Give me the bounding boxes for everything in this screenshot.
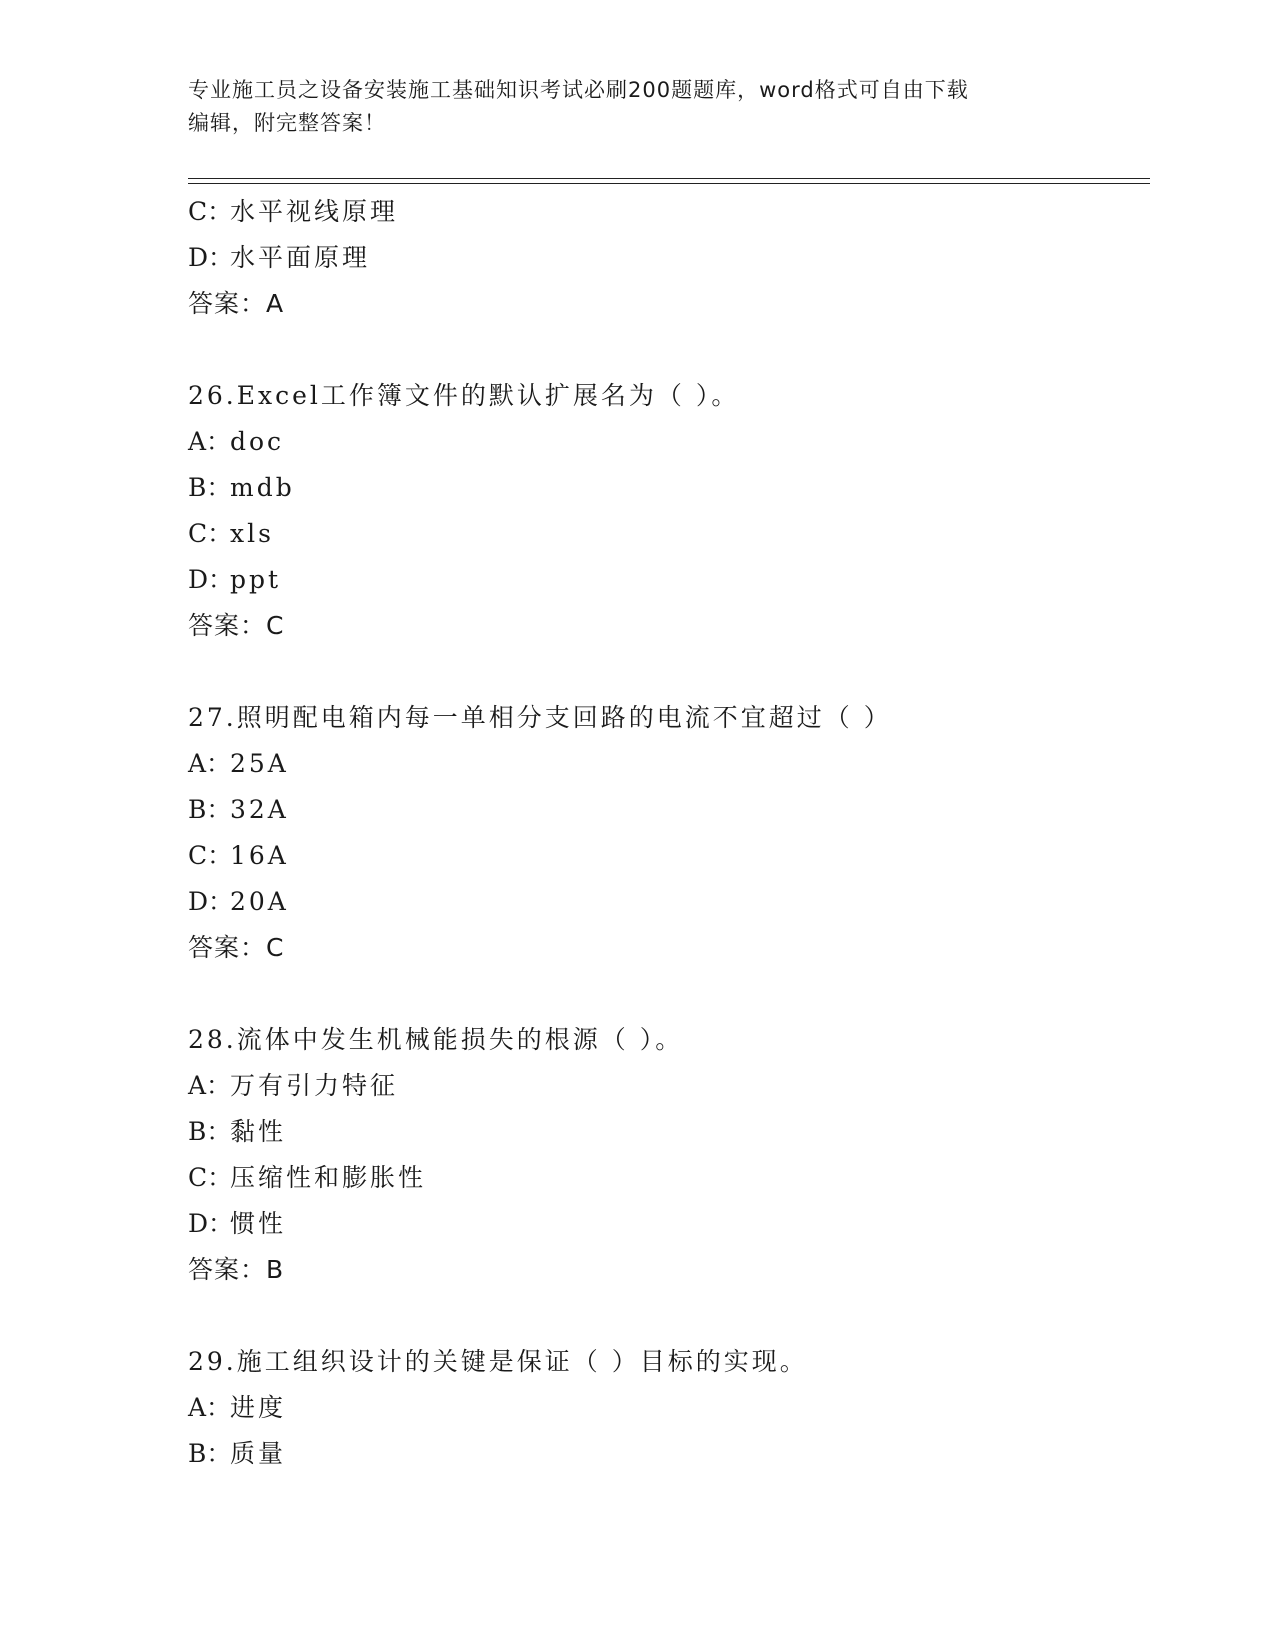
answer: 答案：C: [188, 933, 285, 962]
option-a: A：25A: [188, 749, 289, 778]
option-b: B：32A: [188, 795, 289, 824]
question-list: [188, 189, 1148, 1477]
question-28: [188, 1017, 1148, 1293]
option-d: D：水平面原理: [188, 243, 371, 272]
question-stem: 27.照明配电箱内每一单相分支回路的电流不宜超过（ ）: [188, 703, 892, 732]
answer: 答案：B: [188, 1255, 285, 1284]
option-d: D：20A: [188, 887, 289, 916]
option-a: A：进度: [188, 1393, 287, 1422]
option-c: C：水平视线原理: [188, 197, 399, 226]
option-b: B：mdb: [188, 473, 295, 502]
answer: 答案：C: [188, 611, 285, 640]
option-a: A：万有引力特征: [188, 1071, 399, 1100]
question-stem: 28.流体中发生机械能损失的根源（ ）。: [188, 1025, 684, 1054]
option-c: C：xls: [188, 519, 274, 548]
option-c: C：16A: [188, 841, 289, 870]
header-title-line-1: 专业施工员之设备安装施工基础知识考试必刷200题题库，word格式可自由下载: [188, 78, 969, 102]
question-26: [188, 373, 1148, 649]
header-divider-top: [188, 178, 1150, 179]
document-header: [188, 74, 1088, 140]
question-stem: 29.施工组织设计的关键是保证（ ）目标的实现。: [188, 1347, 808, 1376]
option-a: A：doc: [188, 427, 285, 456]
question-27: [188, 695, 1148, 971]
header-divider-bottom: [188, 183, 1150, 184]
question-partial: [188, 189, 1148, 327]
option-d: D：惯性: [188, 1209, 287, 1238]
question-29: [188, 1339, 1148, 1477]
question-stem: 26.Excel工作簿文件的默认扩展名为（ ）。: [188, 381, 740, 410]
option-b: B：质量: [188, 1439, 287, 1468]
option-b: B：黏性: [188, 1117, 287, 1146]
option-d: D：ppt: [188, 565, 282, 594]
header-title-line-2: 编辑，附完整答案！: [188, 111, 386, 135]
option-c: C：压缩性和膨胀性: [188, 1163, 427, 1192]
answer: 答案：A: [188, 289, 285, 318]
